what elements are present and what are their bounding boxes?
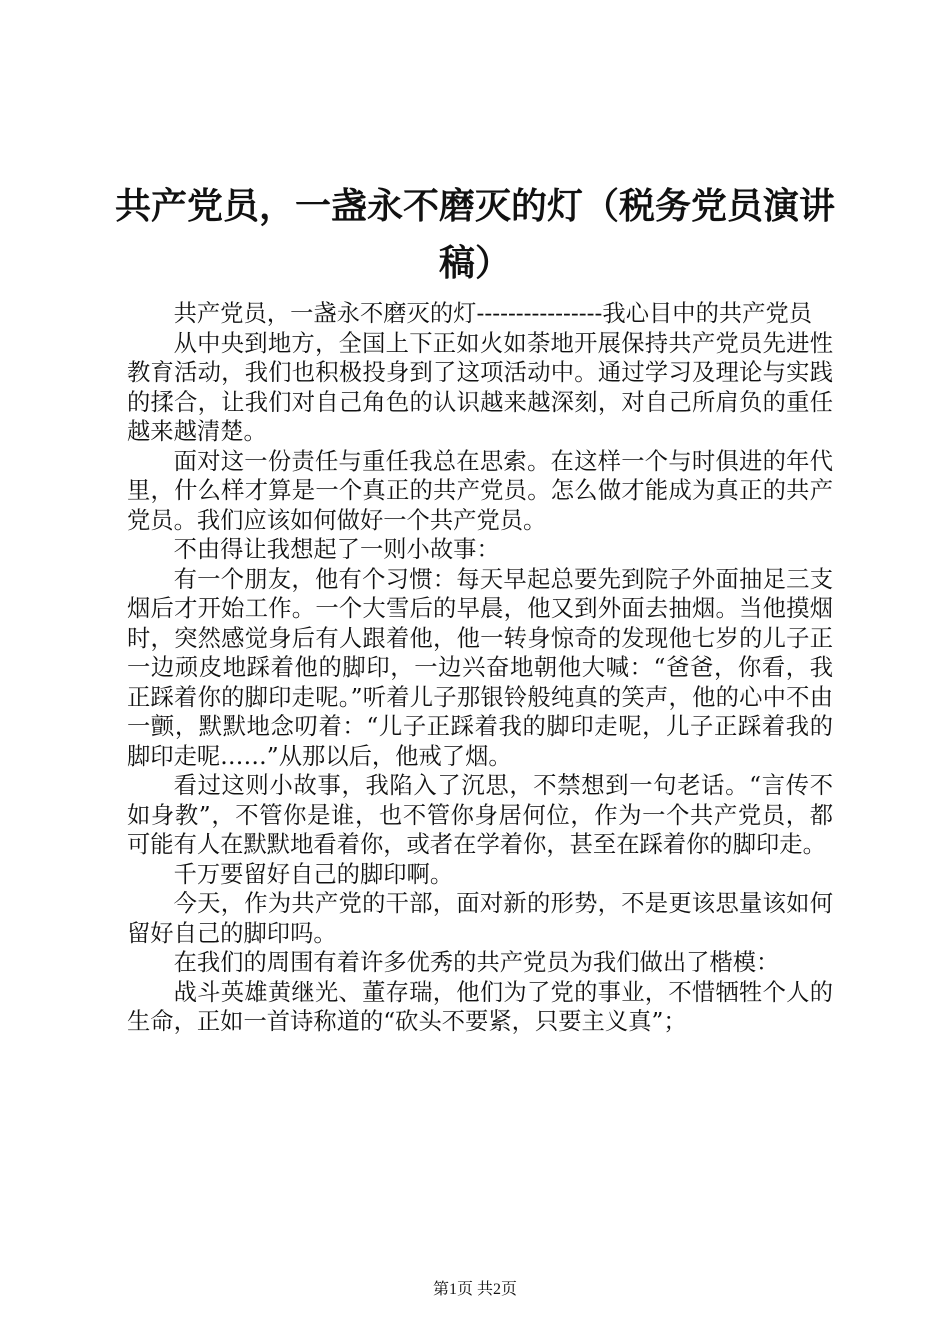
paragraph: 千万要留好自己的脚印啊。 — [173, 860, 454, 888]
paragraph: 从中央到地方，全国上下正如火如荼地开展保持共产党员先进性教育活动，我们也积极投身到了这项活动中。通过学习及理论与实践的揉合，让我们对自己角色的认识越来越深刻，对自己所肩负的重任越来越清楚。 — [127, 329, 833, 445]
paragraph: 战斗英雄黄继光、董存瑞，他们为了党的事业，不惜牺牲个人的生命，正如一首诗称道的“砍头不要紧，只要主义真”； — [127, 978, 833, 1035]
paragraph: 看过这则小故事，我陷入了沉思，不禁想到一句老话。“言传不如身教”，不管你是谁，也不管你身居何位，作为一个共产党员，都可能有人在默默地看着你，或者在学着你，甚至在踩着你的脚印走。 — [127, 772, 833, 858]
paragraph: 有一个朋友，他有个习惯：每天早起总要先到院子外面抽足三支烟后才开始工作。一个大雪后的早晨，他又到外面去抽烟。当他摸烟时，突然感觉身后有人跟着他，他一转身惊奇的发现他七岁的儿子正一边顽皮地踩着他的脚印，一边兴奋地朝他大喊：“爸爸，你看，我正踩着你的脚印走呢。”听着儿子那银铃般纯真的笑声，他的心中不由一颤，默默地念叨着：“儿子正踩着我的脚印走呢，儿子正踩着我的脚印走呢……”从那以后，他戒了烟。 — [127, 565, 833, 770]
paragraph: 在我们的周围有着许多优秀的共产党员为我们做出了楷模： — [173, 949, 780, 976]
document-title: 共产党员，一盏永不磨灭的灯（税务党员演讲稿） — [114, 185, 835, 284]
page-number-footer: 第1页 共2页 — [432, 1281, 517, 1298]
document-body — [127, 299, 833, 1037]
paragraph: 面对这一份责任与重任我总在思索。在这样一个与时俱进的年代里，什么样才算是一个真正的共产党员。怎么做才能成为真正的共产党员。我们应该如何做好一个共产党员。 — [127, 447, 833, 534]
paragraph: 今天，作为共产党的干部，面对新的形势，不是更该思量该如何留好自己的脚印吗。 — [127, 890, 833, 947]
paragraph: 共产党员，一盏永不磨灭的灯----------------我心目中的共产党员 — [173, 300, 813, 327]
paragraph: 不由得让我想起了一则小故事： — [173, 536, 500, 563]
